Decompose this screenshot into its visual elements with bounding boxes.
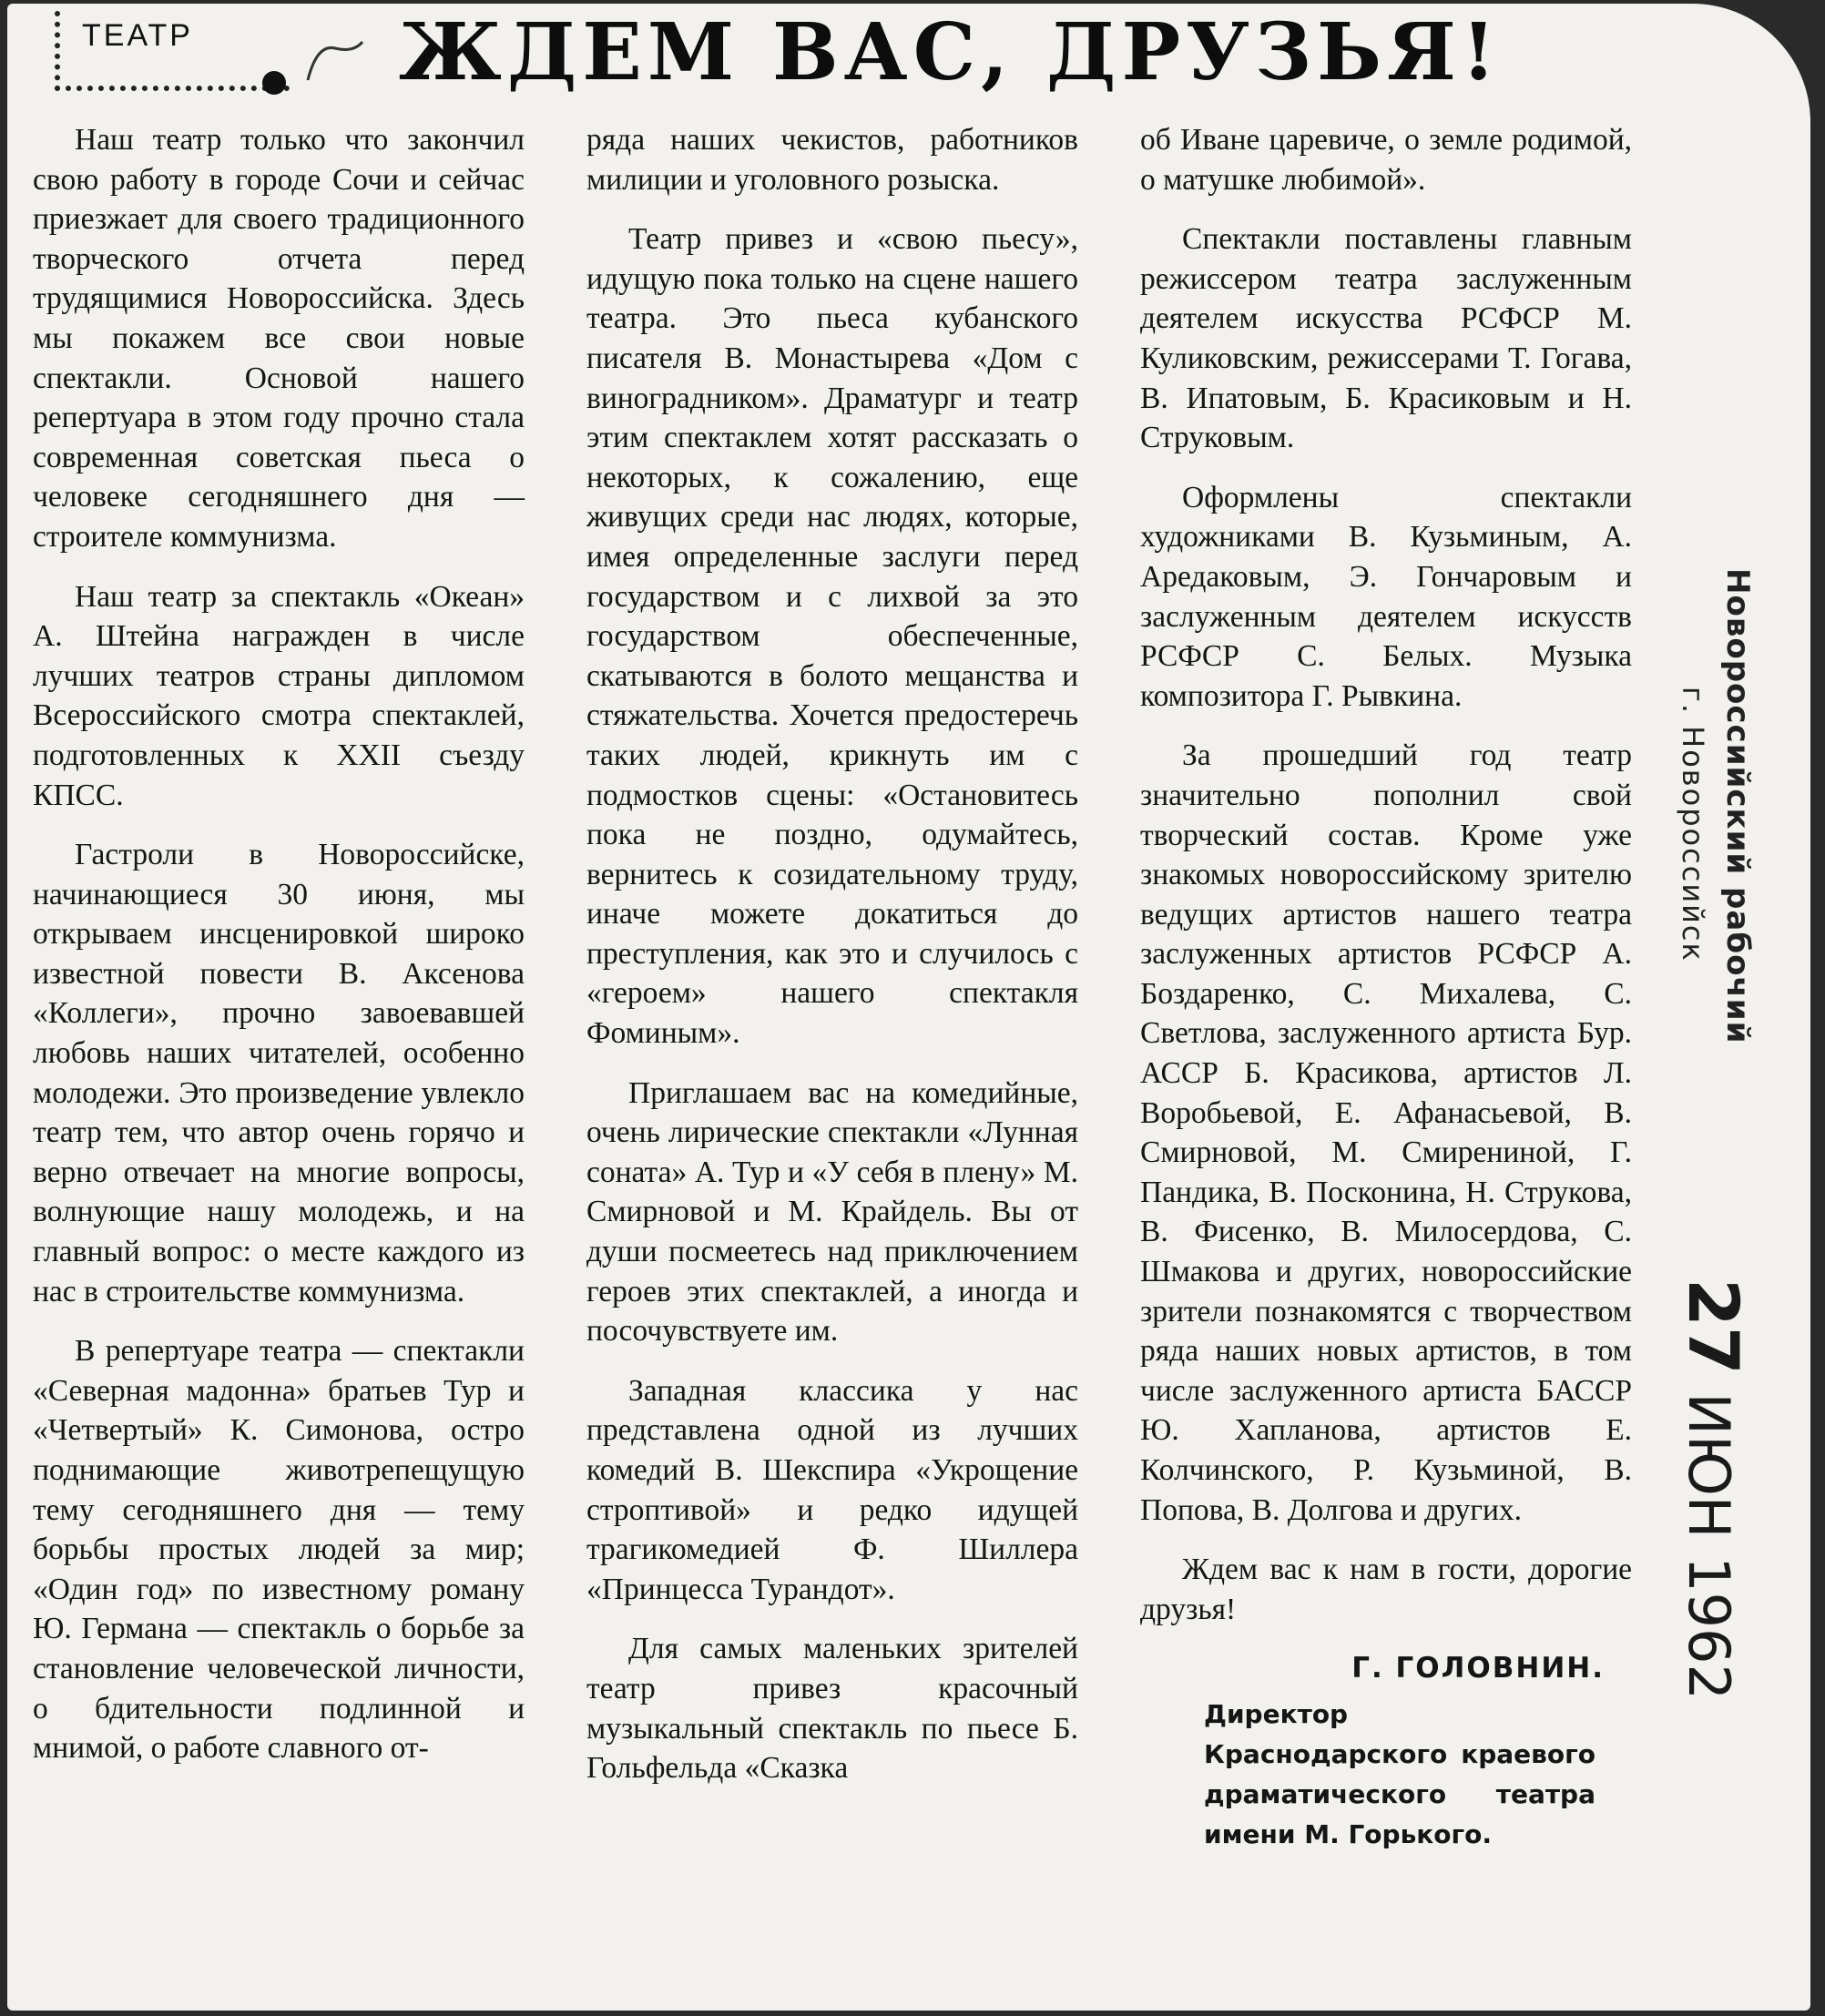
handwritten-mark-icon — [299, 35, 372, 89]
article-column-1 — [33, 120, 525, 1788]
paragraph: ряда наших чекистов, работников милиции и уголовного розыска. — [586, 123, 1078, 197]
paragraph: Приглашаем вас на комедийные, очень лирические спектакли «Лунная соната» А. Тур и «У себя в плену» М. Смирновой и М. Крайдель. Вы от души посмеетесь над приключением героев этих спектаклей, а иногда и посочувствуете им. — [586, 1075, 1078, 1349]
newspaper-name: Новороссийский рабочий — [1719, 568, 1756, 1044]
paragraph: Западная классика у нас представлена одной из лучших комедий В. Шекспира «Укрощение строптивой» и редко идущей трагикомедией Ф. Шиллера «Принцесса Турандот». — [586, 1373, 1078, 1606]
date-stamp-month-year: ИЮН 1962 — [1676, 1392, 1742, 1700]
article-column-3 — [1140, 120, 1632, 1855]
rubric-dot-icon — [262, 71, 286, 95]
paragraph: Ждем вас к нам в гости, дорогие друзья! — [1140, 1553, 1632, 1626]
author-name: Г. ГОЛОВНИН. — [1351, 1652, 1605, 1685]
newspaper-clipping — [7, 4, 1810, 2011]
paragraph: В репертуаре театра — спектакли «Северная мадонна» братьев Тур и «Четвертый» К. Симонова, остро поднимающие животрепещущую тему сегодняшнего дня — тему борьбы простых людей за мир; «Один год» по известному роману Ю. Германа — спектакль о борьбе за становление человеческой личности, о бдительности подлинной и мнимой, о работе славного от- — [33, 1334, 525, 1766]
paragraph: За прошедший год театр значительно пополнил свой творческий состав. Кроме уже знакомых новороссийскому зрителю ведущих артистов нашего театра заслуженных артистов РСФСР А. Боздаренко, С. Михалева, С. Светлова, заслуженного артиста Бур. АССР Б. Красикова, артистов Л. Воробьевой, Е. Афанасьевой, В. Смирновой, М. Смирениной, Г. Пандика, В. Посконина, Н. Струкова, В. Фисенко, В. Милосердова, С. Шмакова и других, новороссийские зрители познакомятся с творчеством ряда наших новых артистов, в том числе заслуженного артиста БАССР Ю. Хапланова, артистов Е. Колчинского, Р. Кузьминой, В. Попова, В. Долгова и других. — [1140, 738, 1632, 1527]
paragraph: Оформлены спектакли художниками В. Кузьминым, А. Аредаковым, Э. Гончаровым и заслуженным деятелем искусств РСФСР С. Белых. Музыка композитора Г. Рывкина. — [1140, 480, 1632, 713]
paragraph: Наш театр за спектакль «Океан» А. Штейна награжден в числе лучших театров страны дипломом Всероссийского смотра спектаклей, подготовленных к XXII съезду КПСС. — [33, 579, 525, 812]
paragraph: Спектакли поставлены главным режиссером театра заслуженным деятелем искусства РСФСР М. Куликовским, режиссерами Т. Гогава, В. Ипатовым, Б. Красиковым и Н. Струковым. — [1140, 222, 1632, 455]
headline: ЖДЕМ ВАС, ДРУЗЬЯ! — [399, 6, 1502, 98]
paragraph: Гастроли в Новороссийске, начинающиеся 30 июня, мы открываем инсценировкой широко известной повести В. Аксенова «Коллеги», прочно завоевавшей любовь наших читателей, особенно молодежи. Это произведение увлекло театр тем, что автор очень горячо и верно отвечает на многие вопросы, волнующие нашу молодежь, и на главный вопрос: о месте каждого из нас в строительстве коммунизма. — [33, 838, 525, 1308]
date-stamp — [1673, 1278, 1754, 1700]
date-stamp-day: 27 — [1673, 1278, 1754, 1375]
article-column-2 — [586, 120, 1078, 1808]
paragraph: об Иване царевиче, о земле родимой, о матушке любимой». — [1140, 123, 1632, 197]
rubric-label: ТЕАТР — [82, 18, 193, 53]
paragraph: Театр привез и «свою пьесу», идущую пока только на сцене нашего театра. Это пьеса кубанского писателя В. Монастырева «Дом с виноградником». Драматург и театр этим спектаклем хотят рассказать о некоторых, к сожалению, еще живущих среди нас людях, которые, имея определенные заслуги перед государством и с лихвой за это государством обеспеченные, скатываются в болото мещанства и стяжательства. Хочется предостеречь таких людей, крикнуть им с подмостков сцены: «Остановитесь пока не поздно, одумайтесь, вернитесь к созидательному труду, иначе можете докатиться до преступления, как это и случилось с «героем» нашего спектакля Фоминым». — [586, 222, 1078, 1051]
author-title: Директор Краснодарского краевого драматического театра имени М. Горького. — [1204, 1698, 1596, 1849]
paragraph: Для самых маленьких зрителей театр привез красочный музыкальный спектакль по пьесе Б. Гольфельда «Сказка — [586, 1632, 1078, 1786]
clipping-stamp-area — [1673, 568, 1810, 1700]
newspaper-city: г. Новороссийск — [1676, 687, 1710, 962]
paragraph: Наш театр только что закончил свою работу в городе Сочи и сейчас приезжает для своего традиционного творческого отчета перед трудящимися Новороссийска. Здесь мы покажем все свои новые спектакли. Основой нашего репертуара в этом году прочно стала современная советская пьеса о человеке сегодняшнего дня — строителе коммунизма. — [33, 123, 525, 554]
